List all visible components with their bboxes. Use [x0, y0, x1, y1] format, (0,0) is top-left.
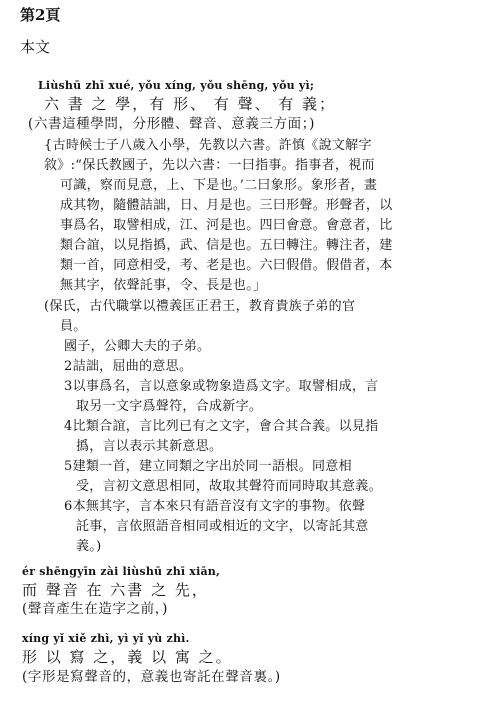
note-line: 3以事爲名，言以意象或物象造爲文字。取譬相成，言 — [64, 379, 379, 394]
note-line: 託事，言依照語音相同或相近的文字，以寄託其意 — [76, 519, 369, 534]
note-line: 事爲名，取譬相成，江、河是也。四曰會意。會意者，比 — [60, 218, 393, 233]
section-heading: 本文 — [20, 38, 51, 56]
note-line: 可識，察而見意，上、下是也。’二曰象形。象形者，畫 — [60, 178, 378, 193]
translation-line-2: (聲音產生在造字之前，) — [22, 601, 168, 617]
classical-text-line-3: 形 以 寫 之，義 以 寓 之。 — [22, 648, 233, 666]
pinyin-line-3: xíng yǐ xiě zhì, yì yǐ yù zhì. — [22, 632, 190, 645]
translation-line-1: (六書這種學問，分形體、聲音、意義三方面；) — [28, 116, 315, 132]
note-line: {古時候士子八歲入小學，先教以六書。許慎《說文解字 — [44, 138, 372, 153]
note-line: (保氏，古代職掌以禮義匡正君王，教育貴族子弟的官 — [44, 299, 356, 314]
note-line: 2詰詘，屈曲的意思。 — [64, 359, 193, 374]
note-line: 取另一文字爲聲符，合成新字。 — [76, 399, 263, 414]
note-line: 類一首，同意相受，考、老是也。六曰假借。假借者，本 — [60, 258, 393, 273]
page-number: 第2頁 — [20, 6, 61, 24]
note-line: 成其物，隨體詰詘，日、月是也。三曰形聲。形聲者，以 — [60, 198, 393, 213]
note-line: 受，言初文意思相同，故取其聲符而同時取其意義。 — [76, 479, 382, 494]
note-line: 無其字，依聲託事，令、長是也。」 — [60, 278, 267, 293]
pinyin-line-1: Liùshū zhī xué, yǒu xíng, yǒu shēng, yǒu yì; — [38, 79, 315, 92]
note-line: 義。) — [76, 539, 102, 554]
pinyin-line-2: ér shēngyīn zài liùshū zhī xiān, — [22, 565, 220, 578]
classical-text-line-1: 六 書 之 學，有 形、 有 聲、 有 義； — [44, 95, 337, 113]
note-line: 類合誼，以見指撝，武、信是也。五曰轉注。轉注者，建 — [60, 238, 393, 253]
note-line: 5建類一首，建立同類之字出於同一語根。同意相 — [64, 459, 352, 474]
note-line: 6本無其字，言本來只有語音沒有文字的事物。依聲 — [64, 499, 366, 514]
note-line: 4比類合誼，言比列已有之文字，會合其合義。以見指 — [64, 419, 379, 434]
note-line: 敘》:“保氏教國子，先以六書：一曰指事。指事者，視而 — [44, 158, 375, 173]
translation-line-3: (字形是寫聲音的，意義也寄託在聲音裏。) — [22, 669, 281, 685]
note-line: 撝，言以表示其新意思。 — [76, 439, 223, 454]
note-line: 員。 — [60, 319, 87, 334]
note-line: 國子，公卿大夫的子弟。 — [64, 339, 211, 354]
classical-text-line-2: 而 聲音 在 六書 之 先， — [22, 581, 209, 599]
